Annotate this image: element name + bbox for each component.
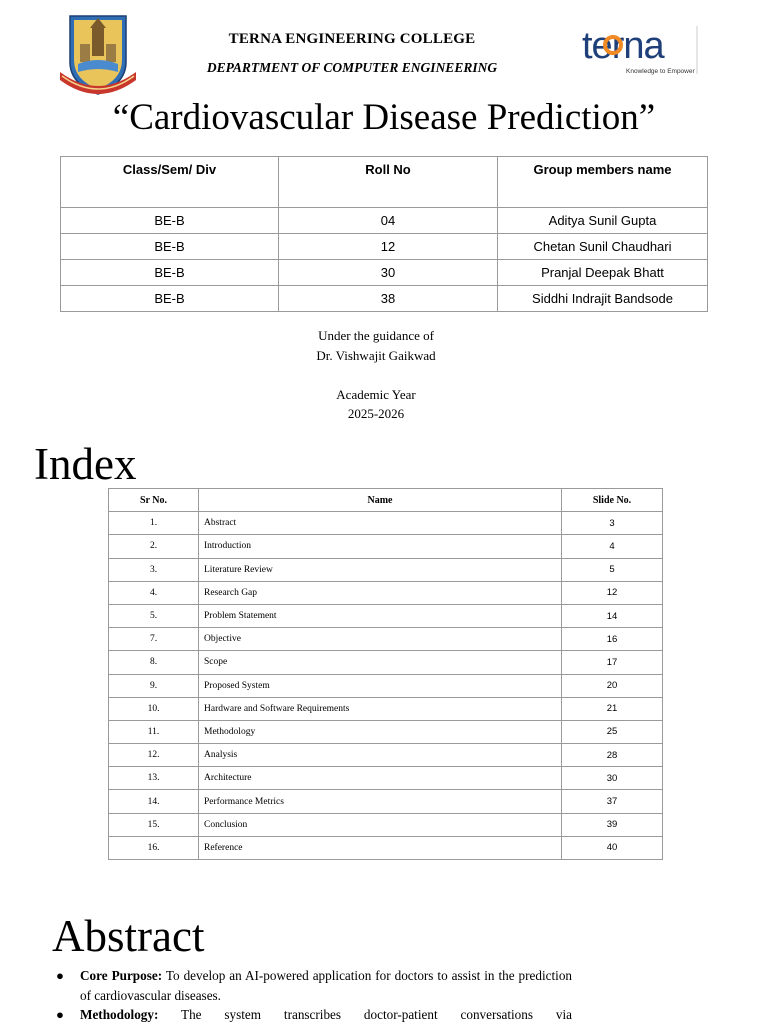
slide-no-cell: 20	[562, 674, 663, 697]
abstract-heading: Abstract	[52, 911, 205, 961]
sr-no-cell: 5.	[109, 604, 199, 627]
topic-name-cell: Scope	[199, 651, 562, 674]
member-name-cell: Pranjal Deepak Bhatt	[498, 260, 708, 286]
slide-no-cell: 28	[562, 744, 663, 767]
topic-name-cell: Introduction	[199, 535, 562, 558]
slide-no-cell: 39	[562, 813, 663, 836]
table-row	[109, 558, 663, 581]
topic-name-cell: Objective	[199, 628, 562, 651]
topic-name-cell: Reference	[199, 836, 562, 859]
sr-no-cell: 14.	[109, 790, 199, 813]
class-cell: BE-B	[61, 208, 279, 234]
table-row	[109, 674, 663, 697]
table-row	[109, 813, 663, 836]
column-header: Sr No.	[109, 489, 199, 512]
project-title: “Cardiovascular Disease Prediction”	[112, 97, 656, 138]
topic-name-cell: Research Gap	[199, 581, 562, 604]
member-name-cell: Siddhi Indrajit Bandsode	[498, 286, 708, 312]
slide-no-cell: 25	[562, 720, 663, 743]
slide-no-cell: 5	[562, 558, 663, 581]
index-header-row	[109, 489, 663, 512]
column-header: Name	[199, 489, 562, 512]
member-name-cell: Aditya Sunil Gupta	[498, 208, 708, 234]
academic-year: 2025-2026	[347, 406, 405, 421]
department-name: DEPARTMENT OF COMPUTER ENGINEERING	[206, 60, 498, 75]
index-heading: Index	[34, 439, 137, 489]
table-row	[109, 790, 663, 813]
table-row	[61, 286, 708, 312]
guidance-label: Under the guidance of	[318, 328, 434, 343]
column-header: Class/Sem/ Div	[61, 157, 279, 208]
sr-no-cell: 3.	[109, 558, 199, 581]
topic-name-cell: Problem Statement	[199, 604, 562, 627]
class-cell: BE-B	[61, 260, 279, 286]
list-item	[52, 966, 572, 1005]
university-crest-icon	[52, 10, 144, 102]
table-row	[109, 744, 663, 767]
table-row	[109, 581, 663, 604]
bullet-text: The system transcribes doctor-patient conversations via	[181, 1007, 572, 1022]
slide-no-cell: 30	[562, 767, 663, 790]
group-members-table	[60, 156, 708, 312]
sr-no-cell: 8.	[109, 651, 199, 674]
sr-no-cell: 1.	[109, 512, 199, 535]
roll-no-cell: 04	[279, 208, 498, 234]
topic-name-cell: Conclusion	[199, 813, 562, 836]
slide-no-cell: 17	[562, 651, 663, 674]
table-row	[109, 697, 663, 720]
member-name-cell: Chetan Sunil Chaudhari	[498, 234, 708, 260]
bullet-label: Core Purpose:	[80, 968, 163, 983]
table-row	[109, 604, 663, 627]
slide-no-cell: 21	[562, 697, 663, 720]
bullet-icon: ●	[56, 968, 64, 983]
index-table	[108, 488, 663, 860]
sr-no-cell: 2.	[109, 535, 199, 558]
table-row	[109, 535, 663, 558]
slide-no-cell: 37	[562, 790, 663, 813]
guidance-block	[0, 326, 752, 424]
roll-no-cell: 12	[279, 234, 498, 260]
topic-name-cell: Abstract	[199, 512, 562, 535]
table-row	[109, 767, 663, 790]
topic-name-cell: Methodology	[199, 720, 562, 743]
class-cell: BE-B	[61, 286, 279, 312]
table-row	[109, 512, 663, 535]
topic-name-cell: Proposed System	[199, 674, 562, 697]
class-cell: BE-B	[61, 234, 279, 260]
slide-no-cell: 3	[562, 512, 663, 535]
slide-no-cell: 12	[562, 581, 663, 604]
terna-logo-tagline: Knowledge to Empower	[626, 68, 695, 75]
guide-name: Dr. Vishwajit Gaikwad	[316, 347, 436, 363]
sr-no-cell: 16.	[109, 836, 199, 859]
table-row	[109, 628, 663, 651]
roll-no-cell: 38	[279, 286, 498, 312]
sr-no-cell: 11.	[109, 720, 199, 743]
sr-no-cell: 4.	[109, 581, 199, 604]
sr-no-cell: 10.	[109, 697, 199, 720]
abstract-bullet-list	[52, 966, 572, 1025]
sr-no-cell: 15.	[109, 813, 199, 836]
table-header-row	[61, 157, 708, 208]
sr-no-cell: 7.	[109, 628, 199, 651]
slide-no-cell: 14	[562, 604, 663, 627]
sr-no-cell: 12.	[109, 744, 199, 767]
slide-no-cell: 40	[562, 836, 663, 859]
table-row	[61, 208, 708, 234]
bullet-icon: ●	[56, 1007, 64, 1022]
terna-logo-text: terna	[582, 25, 664, 67]
column-header: Slide No.	[562, 489, 663, 512]
college-name: TERNA ENGINEERING COLLEGE	[228, 31, 476, 47]
topic-name-cell: Analysis	[199, 744, 562, 767]
table-row	[109, 651, 663, 674]
table-row	[61, 260, 708, 286]
table-row	[109, 836, 663, 859]
roll-no-cell: 30	[279, 260, 498, 286]
topic-name-cell: Literature Review	[199, 558, 562, 581]
table-row	[109, 720, 663, 743]
column-header: Group members name	[498, 157, 708, 208]
table-row	[61, 234, 708, 260]
terna-logo	[580, 22, 700, 78]
topic-name-cell: Performance Metrics	[199, 790, 562, 813]
slide-no-cell: 4	[562, 535, 663, 558]
slide-no-cell: 16	[562, 628, 663, 651]
sr-no-cell: 13.	[109, 767, 199, 790]
academic-year-label: Academic Year	[336, 386, 416, 402]
bullet-label: Methodology:	[80, 1007, 159, 1022]
topic-name-cell: Architecture	[199, 767, 562, 790]
university-crest-logo	[52, 10, 144, 102]
topic-name-cell: Hardware and Software Requirements	[199, 697, 562, 720]
column-header: Roll No	[279, 157, 498, 208]
bullet-text: To develop an AI-powered application for doctors to assist in the prediction of cardiovascular diseases.	[80, 968, 573, 1003]
list-item	[52, 1005, 572, 1025]
sr-no-cell: 9.	[109, 674, 199, 697]
